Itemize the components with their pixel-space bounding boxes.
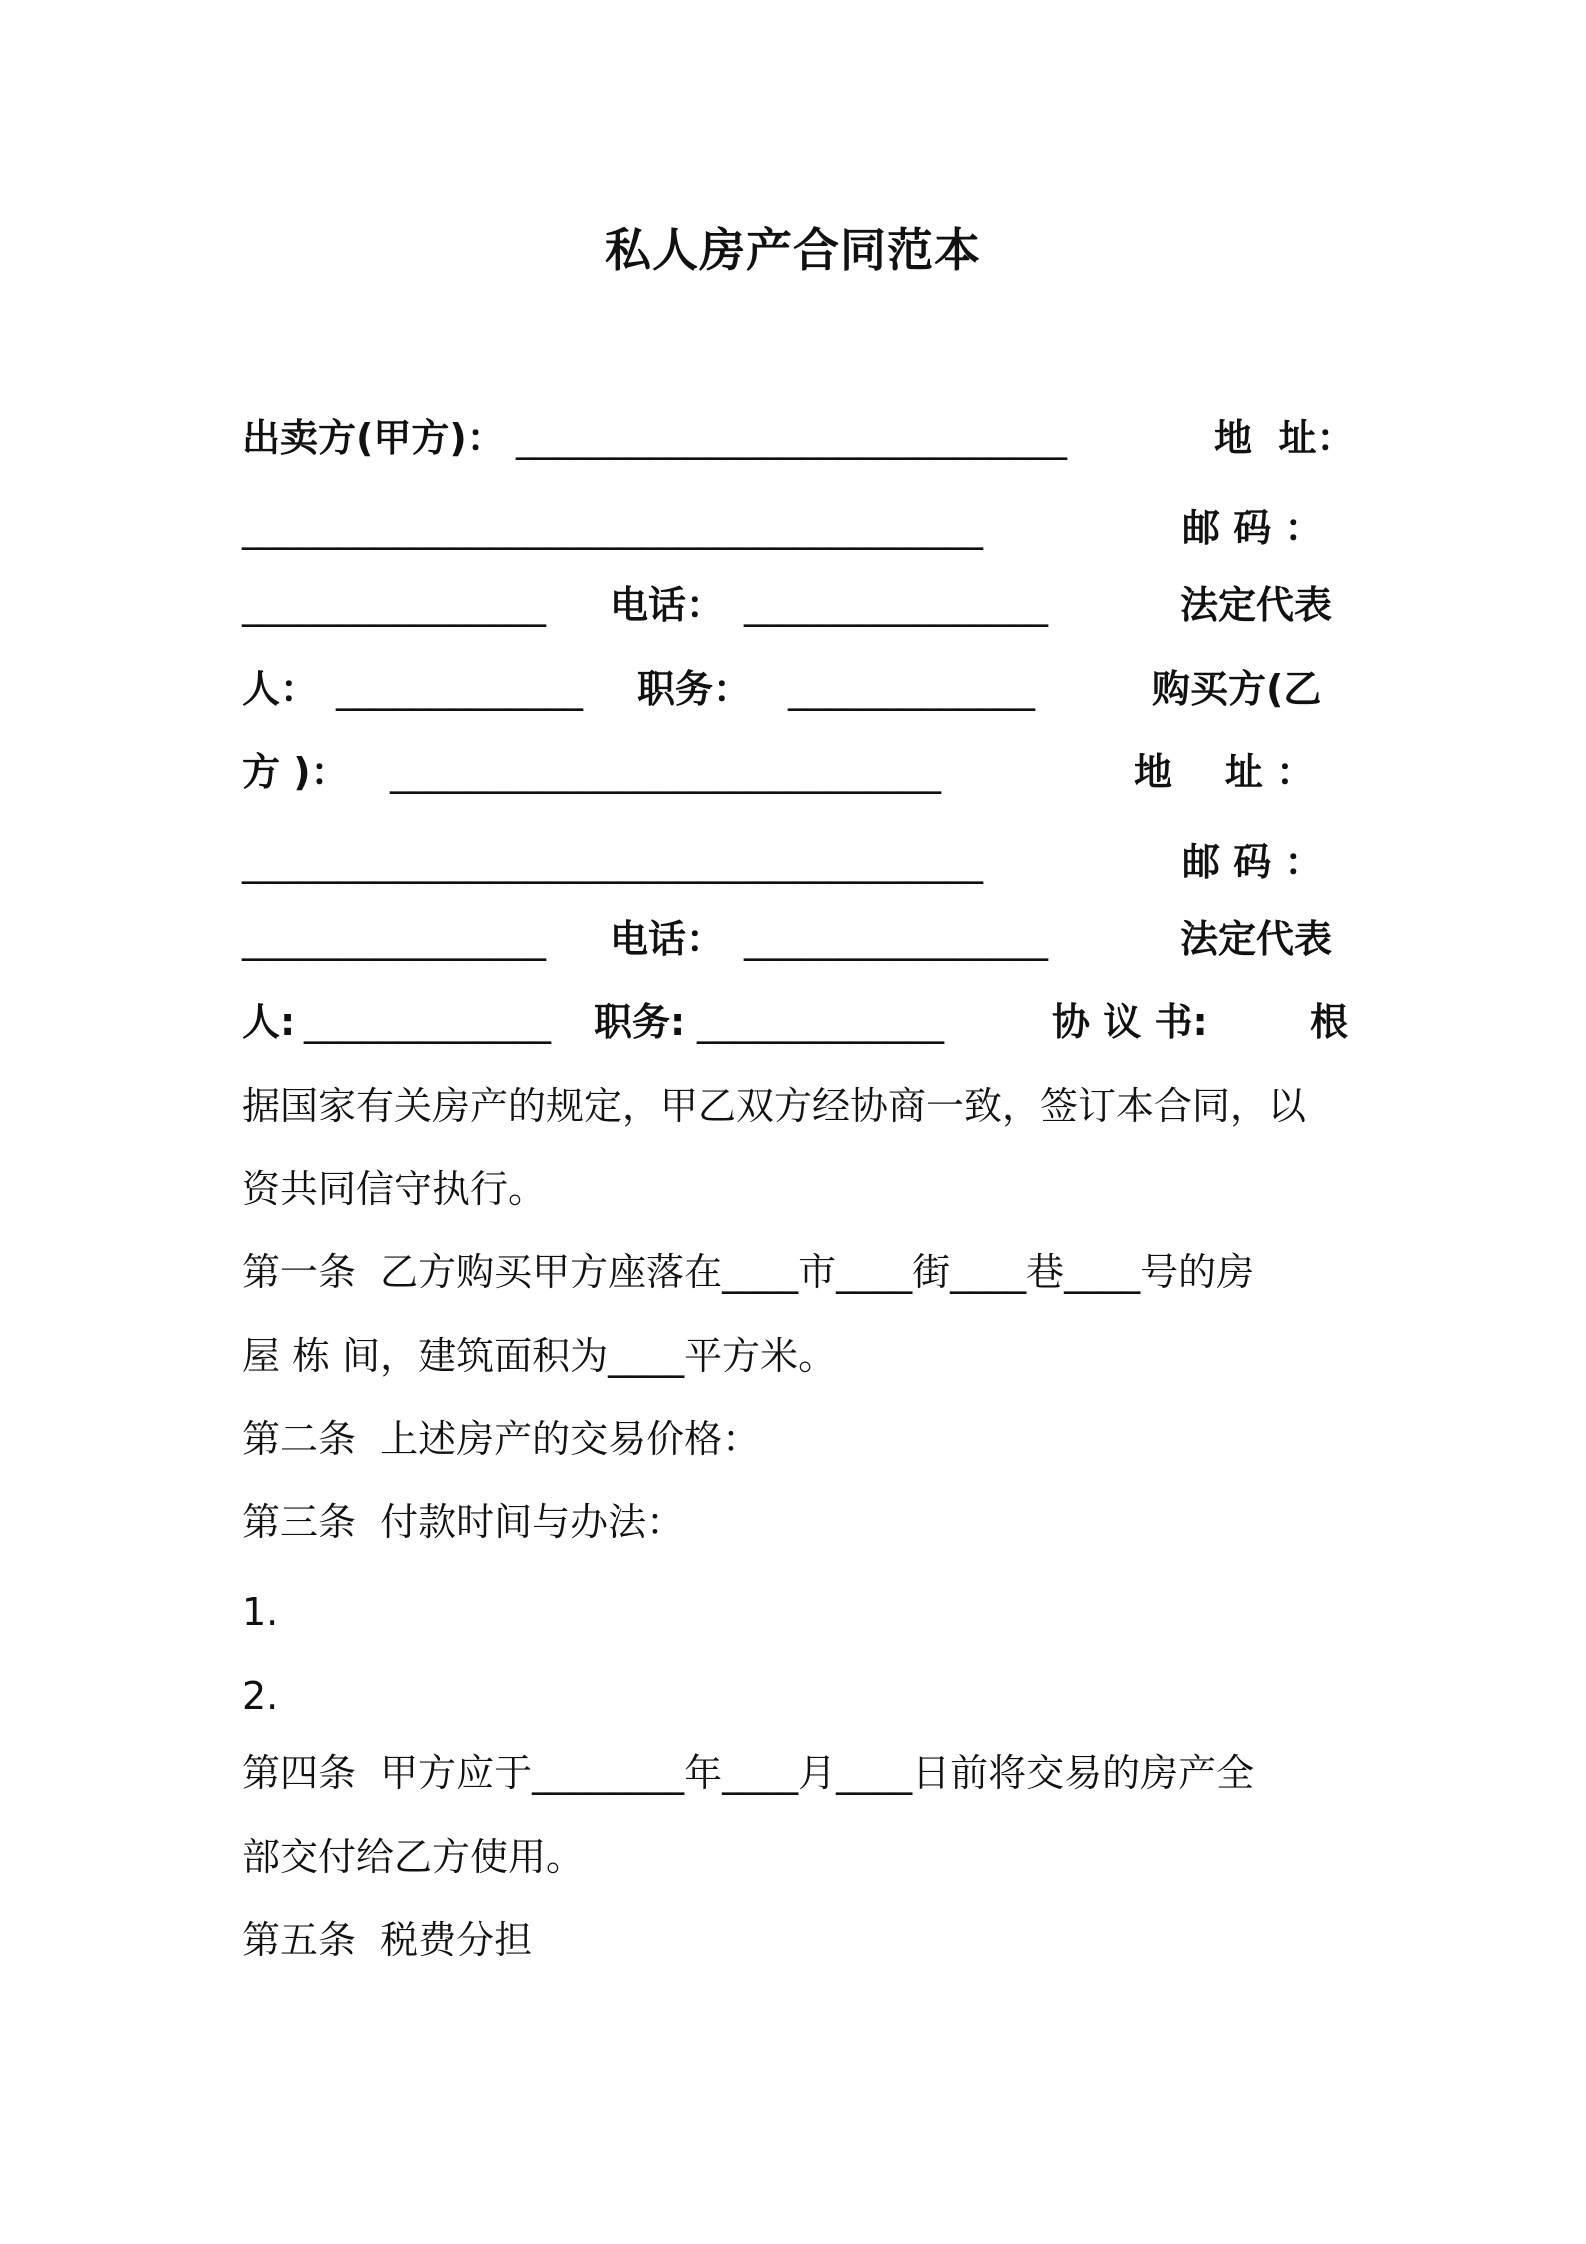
buyer-label: 购买方(乙 [1152, 667, 1322, 711]
intro-line-1 [242, 1078, 1350, 1134]
article-2-text: 第二条 上述房产的交易价格： [242, 1417, 761, 1461]
page-title: 私人房产合同范本 [605, 223, 981, 277]
intro-text-1: 据国家有关房产的规定，甲乙双方经协商一致，签订本合同，以 [242, 1084, 1307, 1128]
seller-phone-line [242, 577, 1350, 633]
buyer-person-label: 人: [242, 1000, 296, 1044]
phone-blank: ________________ [744, 583, 1048, 627]
buyer-address-label: 地 址 ： [1134, 750, 1315, 794]
article-1-text-1: 第一条 乙方购买甲方座落在____市____街____巷____号的房 [242, 1250, 1255, 1294]
position-blank: _____________ [788, 667, 1035, 711]
buyer-address-line [242, 834, 1350, 890]
address-label: 地 址： [1214, 416, 1355, 460]
item-1-line [242, 1584, 1350, 1640]
article-5-line [242, 1912, 1350, 1968]
zip-blank: ________________ [242, 583, 546, 627]
item-1-text: 1. [242, 1590, 279, 1634]
article-3-line [242, 1494, 1350, 1550]
agreement-gen: 根 [1310, 1000, 1349, 1044]
seller-label: 出卖方(甲方)： [242, 416, 505, 460]
buyer-phone-line [242, 911, 1350, 967]
buyer-phone-blank: ________________ [744, 917, 1048, 961]
article-2-line [242, 1411, 1350, 1467]
buyer-label-cont: 方 )： [242, 750, 349, 794]
phone-label: 电话： [610, 583, 725, 627]
article-4-text-2: 部交付给乙方使用。 [242, 1835, 585, 1879]
zip-label: 邮 码 ： [1182, 506, 1323, 550]
buyer-zip-label: 邮 码 ： [1182, 840, 1323, 884]
seller-rep-line [242, 661, 1350, 717]
agreement-label: 协 议 书: [1052, 1000, 1208, 1044]
position-label: 职务： [637, 667, 752, 711]
article-4-line-1 [242, 1745, 1350, 1801]
article-4-text-1: 第四条 甲方应于________年____月____日前将交易的房产全 [242, 1751, 1255, 1795]
article-4-line-2 [242, 1829, 1350, 1885]
buyer-phone-label: 电话： [610, 917, 725, 961]
seller-line [242, 410, 1355, 466]
article-5-text: 第五条 税费分担 [242, 1918, 533, 1962]
intro-text-2: 资共同信守执行。 [242, 1167, 547, 1211]
buyer-position-label: 职务: [594, 1000, 686, 1044]
buyer-blank: _____________________________ [390, 750, 941, 794]
buyer-line [242, 744, 1350, 800]
article-1-line-1 [242, 1244, 1350, 1300]
legal-rep-label: 法定代表 [1180, 583, 1333, 627]
item-2-text: 2. [242, 1674, 279, 1718]
buyer-zip-blank: ________________ [242, 917, 546, 961]
article-3-text: 第三条 付款时间与办法： [242, 1500, 685, 1544]
buyer-rep-line [242, 994, 1350, 1050]
article-1-text-2: 屋 栋 间，建筑面积为____平方米。 [242, 1334, 837, 1378]
buyer-rep-blank: _____________ [304, 1000, 551, 1044]
intro-line-2 [242, 1161, 1350, 1217]
address-blank: _______________________________________ [242, 506, 983, 550]
item-2-line [242, 1668, 1350, 1724]
article-1-line-2 [242, 1328, 1350, 1384]
person-label: 人： [242, 667, 319, 711]
seller-blank: _____________________________ [516, 416, 1067, 460]
buyer-address-blank: _______________________________________ [242, 840, 983, 884]
buyer-legal-rep-label: 法定代表 [1180, 917, 1333, 961]
rep-blank: _____________ [336, 667, 583, 711]
buyer-position-blank: _____________ [697, 1000, 944, 1044]
seller-address-line [242, 500, 1350, 556]
